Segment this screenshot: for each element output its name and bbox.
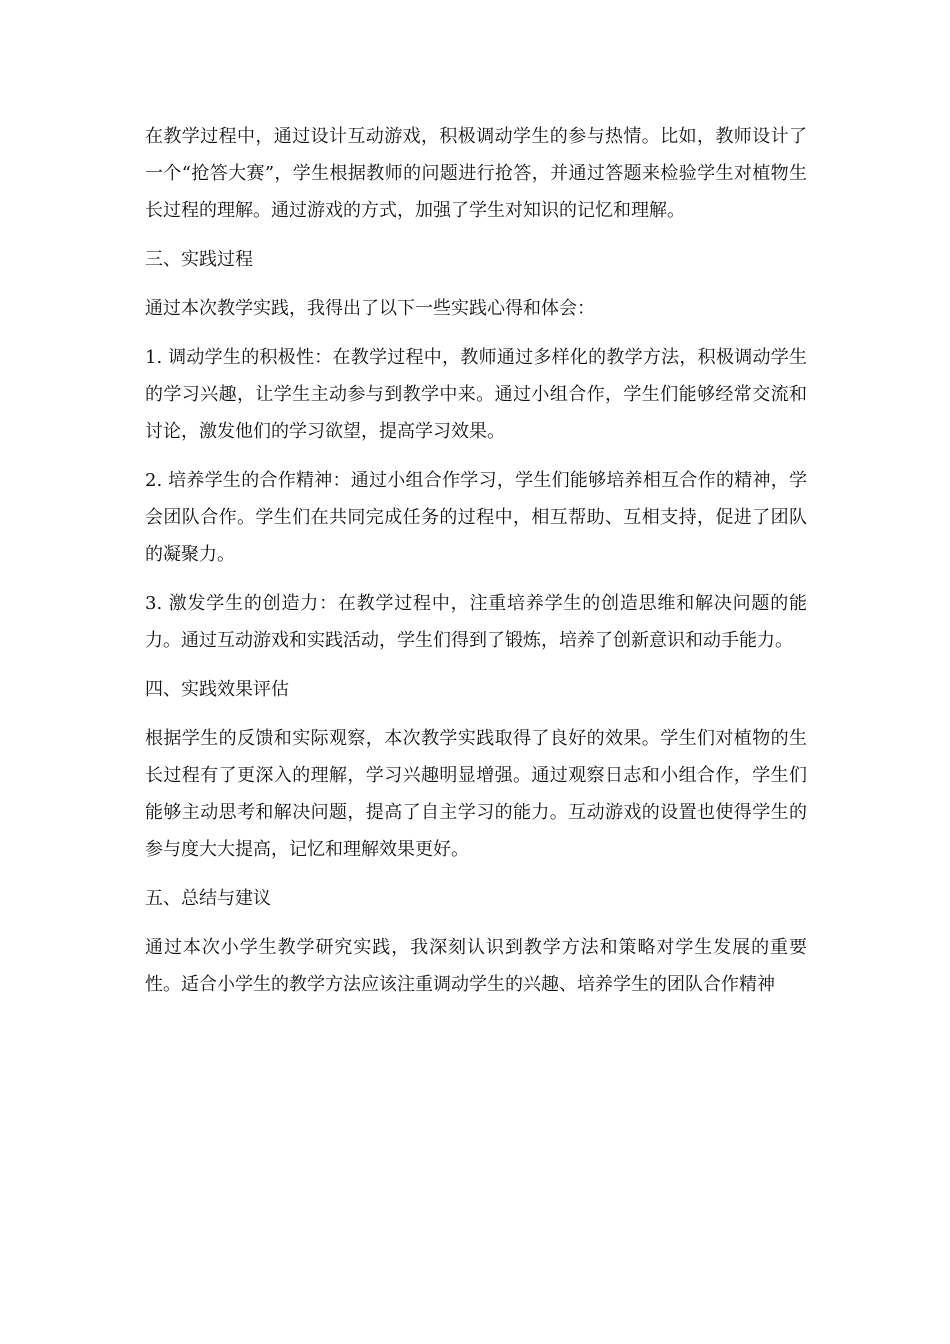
section-heading-evaluation: 四、实践效果评估	[145, 679, 289, 700]
paragraph-interactive-game: 在教学过程中，通过设计互动游戏，积极调动学生的参与热情。比如，教师设计了一个“抢答大赛”，学生根据教师的问题进行抢答，并通过答题来检验学生对植物生长过程的理解。通过游戏的方式，加强了学生对知识的记忆和理解。	[145, 126, 807, 221]
section-heading-practice-process: 三、实践过程	[145, 249, 253, 270]
section-heading-summary: 五、总结与建议	[145, 888, 271, 909]
document-body	[145, 118, 807, 1015]
list-item-enthusiasm: 1. 调动学生的积极性：在教学过程中，教师通过多样化的教学方法，积极调动学生的学习兴趣，让学生主动参与到教学中来。通过小组合作，学生们能够经常交流和讨论，激发他们的学习欲望，提高学习效果。	[145, 347, 807, 442]
list-item-creativity: 3. 激发学生的创造力：在教学过程中，注重培养学生的创造思维和解决问题的能力。通过互动游戏和实践活动，学生们得到了锻炼，培养了创新意识和动手能力。	[145, 593, 807, 651]
paragraph-summary: 通过本次小学生教学研究实践，我深刻认识到教学方法和策略对学生发展的重要性。适合小学生的教学方法应该注重调动学生的兴趣、培养学生的团队合作精神	[145, 937, 807, 995]
list-item-cooperation: 2. 培养学生的合作精神：通过小组合作学习，学生们能够培养相互合作的精神，学会团队合作。学生们在共同完成任务的过程中，相互帮助、互相支持，促进了团队的凝聚力。	[145, 470, 807, 565]
paragraph-practice-intro: 通过本次教学实践，我得出了以下一些实践心得和体会：	[145, 298, 595, 319]
paragraph-evaluation: 根据学生的反馈和实际观察，本次教学实践取得了良好的效果。学生们对植物的生长过程有了更深入的理解，学习兴趣明显增强。通过观察日志和小组合作，学生们能够主动思考和解决问题，提高了自主学习的能力。互动游戏的设置也使得学生的参与度大大提高，记忆和理解效果更好。	[145, 728, 807, 860]
